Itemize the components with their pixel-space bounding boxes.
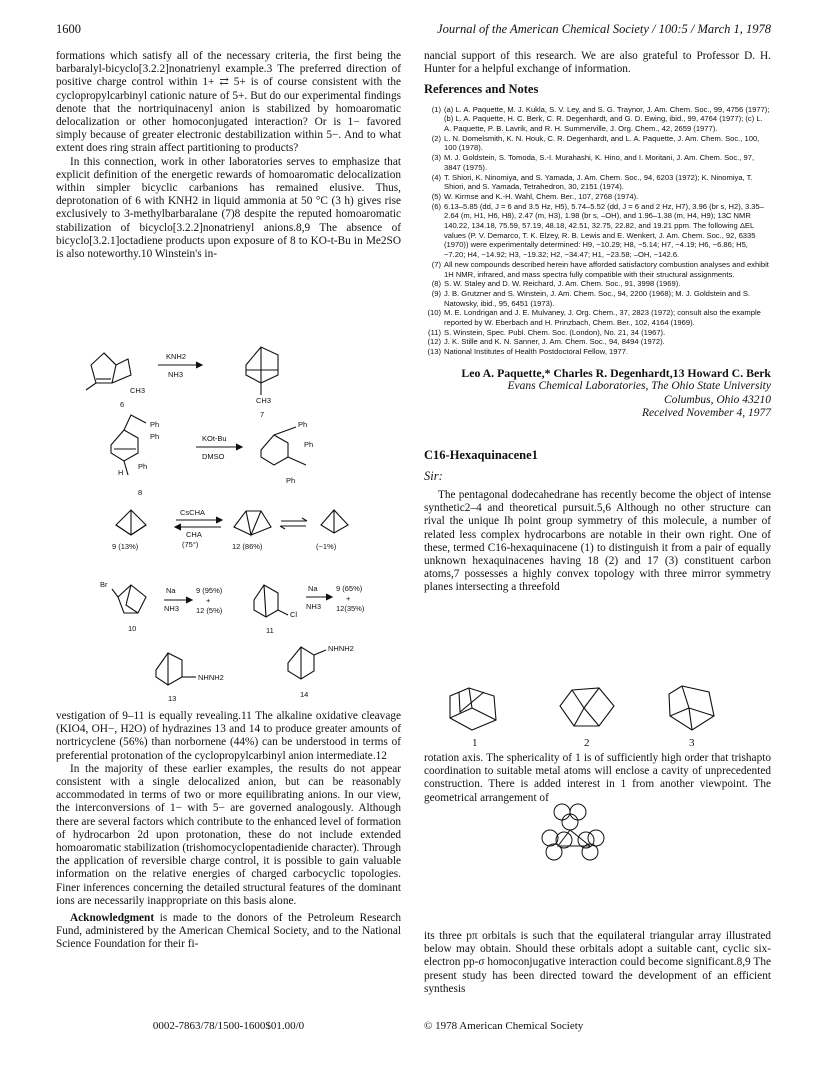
reference-item — [424, 134, 771, 153]
reference-item — [424, 202, 771, 260]
reagent-label: (75°) — [182, 540, 199, 549]
substituent-label: CH3 — [130, 386, 146, 395]
paragraph: The pentagonal dodecahedrane has recently become the object of intense synthetic2–4 and theoretical pursuit.5,6 Although no other structure can rival the unique Ih point group symmetry of this molecule, a number of related less complex hydrocarbons are notable in their own right. One of these, termed C16-hexaquinacene (1) to distinguish it from a pair of equally unknown hexaquinacenes having 18 (2) and 17 (3) constituent carbon atoms,7 possesses a highly convex topology with three mirror symmetry planes intersecting a threefold — [424, 489, 771, 594]
compound-label: 9 (13%) — [112, 542, 139, 551]
paragraph: In the majority of these earlier examples, the results do not appear consistent with a single delocalized anion, but can be reasonably accommodated in terms of two or more equilibrating anions. In our view, the interconversions of 1− with 5− are governed analogously. Although there are several factors which contribute to the enhanced level of formation of hydrocarbon 2d upon protonation, these do not include extended homoaromatic stabilization (trishomocyclopentadienide character). Through the application of reversible charge control, it is possible to gain valuable information on the relative energies of charged carbocyclic topologies. Finer inferences concerning the detailed structural features of the dominant ions are necessarily inappropriate on this basis alone. — [56, 762, 401, 907]
right-column — [424, 50, 771, 595]
compound-11-structure — [254, 585, 288, 617]
reference-item — [424, 308, 771, 327]
running-header — [56, 22, 771, 40]
compound-label: 13 — [168, 694, 177, 703]
copyright: © 1978 American Chemical Society — [424, 1020, 584, 1032]
substituent-label: Ph — [286, 476, 296, 485]
authors: Leo A. Paquette,* Charles R. Degenhardt,13 Howard C. Berk — [461, 365, 771, 380]
ack-text: is made to the donors of the Petroleum Research Fund, administered by the American Chemical Society, and to the National Science Foundation for their fi- — [56, 912, 401, 951]
affiliation-city: Columbus, Ohio 43210 — [663, 393, 771, 406]
reference-text: W. Kirmse and K.-H. Wahl, Chem. Ber., 107, 2768 (1974). — [444, 191, 639, 201]
right-column-lower — [424, 930, 771, 996]
product-label: 12(35%) — [336, 604, 365, 613]
reference-item — [424, 289, 771, 308]
structure-3 — [669, 686, 714, 730]
reference-item — [424, 153, 771, 172]
product-8-structure — [261, 427, 306, 465]
page-number: 1600 — [56, 22, 81, 36]
compound-12-structure — [234, 511, 271, 535]
right-column-mid — [424, 752, 771, 805]
compound-13-structure — [156, 653, 196, 685]
compound-7-structure — [246, 347, 278, 395]
reference-text: 6.13–5.85 (dd, J = 6 and 3.5 Hz, H5), 5.74–5.52 (dd, J = 6 and 2 Hz, H7), 3.96 (br s, H2), 3.35–2.64 (m, H1, H6, H8), 2.47 (m, H3), 1.98 (br s, –OH), and 1.96–1.38 (m, H4, H9); 13C NMR 140.22, 134.18, 75.59, 57.19, 48.18, 42.51, 32.75, 22.82, and 19.21 ppm. The following ΔEL values (P. V. Demarco, T. K. Elzey, R. B. Lewis and E. Wenkert, J. Am. Chem. Soc., 92, 6335 (1970)) were experimentally determined: H9, −10.29; H8, −5.14; H7, −4.19; H6, −6.86; H5, −7.20; H4, −14.92; H3, −19.32; H2, −34.47; H1, −23.58; –OH, −142.6. — [444, 201, 764, 260]
reference-text: All new compounds described herein have afforded satisfactory combustion analyses and exhibit 1H NMR, infrared, and mass spectra fully compatible with their structural assignments. — [444, 259, 769, 279]
left-column — [56, 50, 401, 261]
compound-label: 7 — [260, 410, 265, 419]
affiliation: Evans Chemical Laboratories, The Ohio State University — [507, 380, 771, 393]
reference-number: (6) — [431, 201, 441, 211]
hexaquinacene-structures — [424, 678, 771, 750]
article-code: 0002-7863/78/1500-1600$01.00/0 — [152, 1020, 305, 1032]
substituent-label: Br — [100, 580, 108, 589]
reference-text: J. B. Grutzner and S. Winstein, J. Am. Chem. Soc., 94, 2200 (1968); M. J. Goldstein and S. Natowsky, ibid., 95, 6451 (1973). — [444, 288, 750, 308]
reagent-label: Na — [166, 586, 176, 595]
compound-label: 12 (86%) — [232, 542, 263, 551]
product-label: 12 (5%) — [196, 606, 223, 615]
reference-number: (13) — [427, 347, 441, 357]
ack-label: Acknowledgment — [70, 912, 155, 925]
substituent-label: Ph — [304, 440, 314, 449]
reagent-label: KNH2 — [166, 352, 187, 361]
structure-1 — [450, 688, 496, 730]
compound-label: 6 — [120, 400, 125, 409]
reagent-label: Na — [308, 584, 318, 593]
salutation: Sir: — [424, 468, 443, 483]
reagent-label: DMSO — [202, 452, 225, 461]
reference-number: (9) — [431, 288, 441, 298]
reaction-scheme — [56, 335, 401, 707]
structure-label: 2 — [584, 737, 590, 749]
reference-text: S. W. Staley and D. W. Reichard, J. Am. Chem. Soc., 91, 3998 (1969). — [444, 279, 681, 289]
substituent-label: Ph — [150, 420, 160, 429]
reference-text: National Institutes of Health Postdoctoral Fellow, 1977. — [444, 347, 629, 357]
compound-nortricyclene-structure — [321, 510, 348, 533]
journal-title: Journal of the American Chemical Society / 100:5 / March 1, 1978 — [437, 22, 771, 36]
acknowledgment — [56, 912, 401, 952]
references-list — [424, 105, 771, 357]
substituent-label: Ph — [138, 462, 148, 471]
reference-item — [424, 279, 771, 289]
reference-number: (12) — [427, 337, 441, 347]
compound-label: 8 — [138, 488, 143, 497]
compound-14-structure — [288, 647, 326, 679]
substituent-label: NHNH2 — [328, 644, 354, 653]
reference-text: L. N. Domelsmith, K. N. Houk, C. R. Degenhardt, and L. A. Paquette, J. Am. Chem. Soc., 100, 100 (1978). — [444, 133, 760, 153]
reference-item — [424, 173, 771, 192]
reference-number: (4) — [431, 172, 441, 182]
compound-label: 10 — [128, 624, 137, 633]
paragraph: formations which satisfy all of the necessary criteria, the first being the barbaralyl-bicyclo[3.2.2]nonatrienyl example.3 The preferred direction of positive charge control within 1+ ⇄ 5+ is of course consistent with the cyclopropylcarbinyl cationic nature of 5+. But do our experimental findings denote that the nortriquinacenyl anion is stabilized by homoaromatic delocalization or other homoconjugated interaction? Or is 1− favored simply because of greater electronic destabilization within 5−. And to what extent does ring strain affect partitioning to products? — [56, 50, 401, 155]
reference-number: (7) — [431, 259, 441, 269]
substituent-label: Ph — [150, 432, 160, 441]
paragraph: In this connection, work in other laboratories serves to emphasize that explicit definition of the energetic rewards of homoaromatic delocalization within simpler bicyclic carbanions has remained elusive. Thus, deprotonation of 6 with KNH2 in liquid ammonia at 50 °C (3 h) gives rise exclusively to 3-methylbarbaralane (7)8 despite the reputed homoaromatic stabilization of bicyclo[3.2.2]nonatrienyl anions.8,9 The absence of bicyclo[3.2.1]octadiene products upon exposure of 8 to KO-t-Bu in Me2SO is also noteworthy.10 Winstein's in- — [56, 155, 401, 261]
received-date: Received November 4, 1977 — [641, 407, 771, 420]
reagent-label: KOt-Bu — [202, 434, 227, 443]
structure-label: 3 — [689, 737, 695, 749]
communication-title: C16-Hexaquinacene1 — [424, 447, 538, 462]
structure-label: 1 — [472, 737, 478, 749]
reference-text: (a) L. A. Paquette, M. J. Kukla, S. V. Ley, and S. G. Traynor, J. Am. Chem. Soc., 99, 4756 (1977); (b) L. A. Paquette, H. C. Berk, C. R. Degenhardt, and G. D. Ewing, ibid., 99, 4764 (1977); (c) L. A. Paquette, P. B. Lavrik, and R. H. Summerville, J. Org. Chem., 42, 2659 (1977). — [444, 104, 770, 134]
reagent-label: CHA — [186, 530, 202, 539]
reference-text: M. E. Londrigan and J. E. Mulvaney, J. Org. Chem., 37, 2823 (1972); consult also the example reported by W. Eberbach and H. Prinzbach, Chem. Ber., 102, 4164 (1969). — [444, 308, 761, 328]
reference-item — [424, 347, 771, 357]
substituent-label: NHNH2 — [198, 673, 224, 682]
reference-item — [424, 192, 771, 202]
reference-item — [424, 105, 771, 134]
reference-item — [424, 337, 771, 347]
compound-label: 11 — [266, 626, 274, 635]
orbital-array-diagram — [530, 800, 620, 870]
reference-number: (5) — [431, 191, 441, 201]
compound-label: 14 — [300, 690, 309, 699]
product-label: 9 (95%) — [196, 586, 223, 595]
reference-text: S. Winstein, Spec. Publ. Chem. Soc. (London), No. 21, 34 (1967). — [444, 327, 666, 337]
reference-number: (8) — [431, 279, 441, 289]
left-column-lower — [56, 710, 401, 952]
paragraph: vestigation of 9–11 is equally revealing.11 The alkaline oxidative cleavage (KIO4, OH−, H2O) of hydrazines 13 and 14 to produce greater amounts of nortricyclene (56%) than norbornene (44%) can be understood in terms of preferential protonation of the cyclopropylcarbinyl anion intermediate.12 — [56, 710, 401, 762]
reference-number: (1) — [431, 104, 441, 114]
substituent-label: H — [118, 468, 124, 477]
compound-9-structure — [116, 510, 146, 535]
reference-item — [424, 260, 771, 279]
compound-label: (~1%) — [316, 542, 337, 551]
reference-number: (10) — [427, 308, 441, 318]
reference-text: J. K. Stille and K. N. Sanner, J. Am. Chem. Soc., 94, 8494 (1972). — [444, 337, 665, 347]
product-label: + — [346, 594, 351, 603]
reference-text: M. J. Goldstein, S. Tomoda, S.-I. Murahashi, K. Hino, and I. Moritani, J. Am. Chem. Soc., 97, 3847 (1975). — [444, 153, 755, 172]
substituent-label: Ph — [298, 420, 308, 429]
product-label: 9 (65%) — [336, 584, 363, 593]
reagent-label: CsCHA — [180, 508, 206, 517]
reagent-label: NH3 — [168, 370, 184, 379]
paragraph: rotation axis. The sphericality of 1 is of sufficiently high order that trishapto coordination to suitable metal atoms will enclose a cavity of unprecedented construction. There is added interest in 1 from another viewpoint. The geometrical arrangement of — [424, 752, 771, 804]
reference-item — [424, 328, 771, 338]
product-label: + — [206, 596, 211, 605]
references-heading: References and Notes — [424, 82, 539, 97]
substituent-label: Cl — [290, 610, 298, 619]
reagent-label: NH3 — [164, 604, 180, 613]
paragraph: nancial support of this research. We are also grateful to Professor D. H. Hunter for a helpful exchange of information. — [424, 50, 771, 76]
compound-6-structure — [86, 353, 131, 390]
compound-10-structure — [112, 585, 146, 613]
reference-number: (3) — [431, 153, 441, 163]
structure-2 — [560, 688, 614, 726]
reference-number: (2) — [431, 133, 441, 143]
paragraph: its three pπ orbitals is such that the equilateral triangular array illustrated below may obtain. Should these orbitals adopt a suitable cant, cyclic six-electron pp-σ homoconjugative interaction could become significant.8,9 The present study has been directed toward the development of an efficient synthesis — [424, 930, 771, 995]
reagent-label: NH3 — [306, 602, 322, 611]
substituent-label: CH3 — [256, 396, 272, 405]
reference-text: T. Shiori, K. Ninomiya, and S. Yamada, J. Am. Chem. Soc., 94, 6203 (1972); K. Ninomiya, T. Shiori, and S. Yamada, Tetrahedron, 30, 2151 (1974). — [444, 172, 753, 192]
reference-number: (11) — [428, 327, 441, 337]
